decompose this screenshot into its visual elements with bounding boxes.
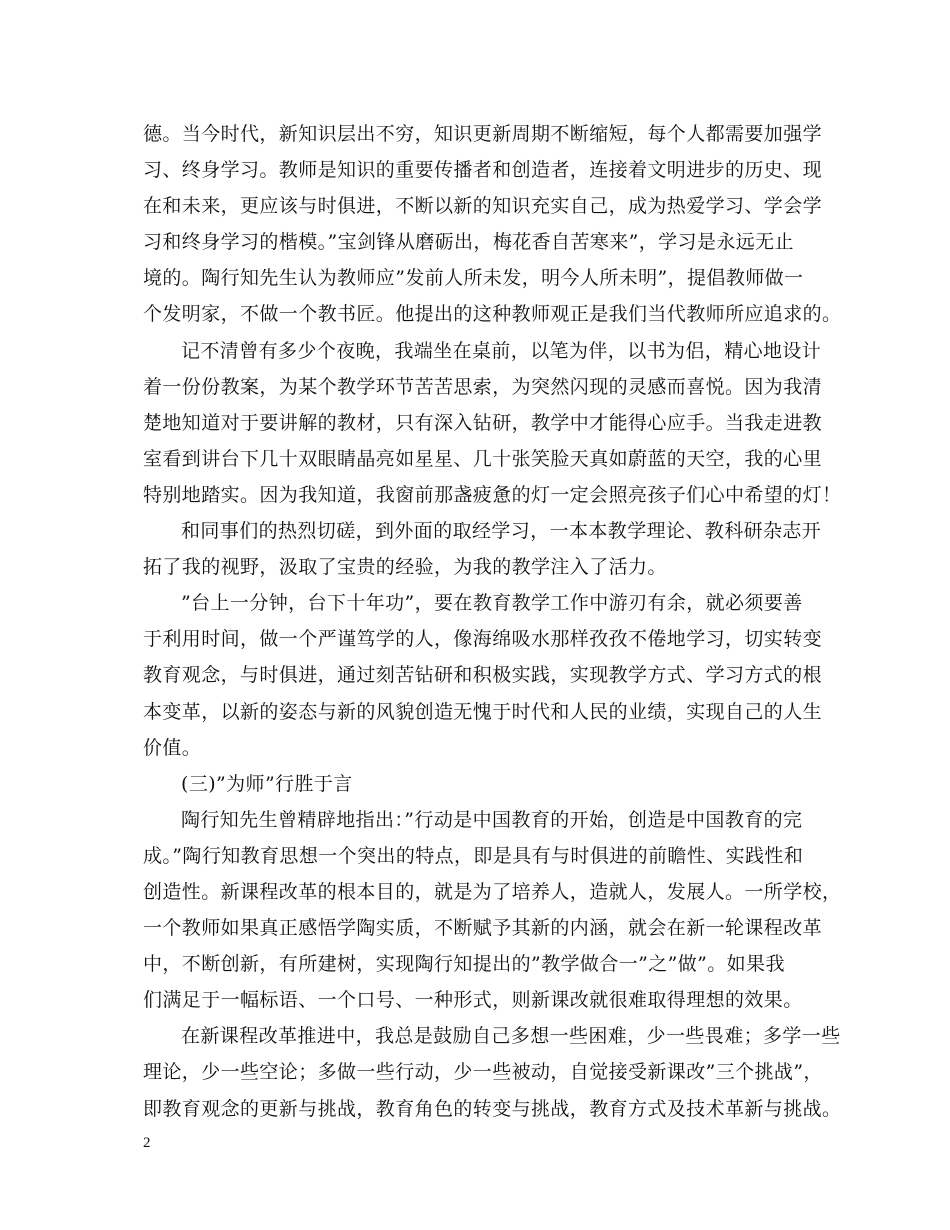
text-line: 习和终身学习的楷模。”宝剑锋从磨砺出，梅花香自苦寒来”，学习是永远无止 [143,231,794,254]
text-line: 着一份份教案，为某个教学环节苦苦思索，为突然闪现的灵感而喜悦。因为我清 [143,375,823,398]
text-line: 教育观念，与时俱进，通过刻苦钻研和积极实践，实现教学方式、学习方式的根 [143,664,823,687]
text-line: 德。当今时代，新知识层出不穷，知识更新周期不断缩短，每个人都需要加强学 [143,123,823,145]
text-line: 们满足于一幅标语、一个口号、一种形式，则新课改就很难取得理想的效果。 [143,989,803,1012]
text-line: 于利用时间，做一个严谨笃学的人，像海绵吸水那样孜孜不倦地学习，切实转变 [143,628,823,651]
text-line: 即教育观念的更新与挑战，教育角色的转变与挑战，教育方式及技术革新与挑战。 [143,1097,842,1120]
paragraph-first-line: 和同事们的热烈切磋，到外面的取经学习，一本本教学理论、教科研杂志开 [181,520,822,543]
text-line: 习、终身学习。教师是知识的重要传播者和创造者，连接着文明进步的历史、现 [143,159,823,182]
text-line: 本变革，以新的姿态与新的风貌创造无愧于时代和人民的业绩，实现自己的人生 [143,700,823,723]
text-line: 拓了我的视野，汲取了宝贵的经验，为我的教学注入了活力。 [143,556,667,579]
page-number: 2 [143,1135,151,1151]
paragraph-first-line: ”台上一分钟，台下十年功”，要在教育教学工作中游刃有余，就必须要善 [181,592,803,615]
text-line: 理论，少一些空论；多做一些行动，少一些被动，自觉接受新课改”三个挑战”， [143,1061,823,1084]
text-line: 创造性。新课程改革的根本目的，就是为了培养人，造就人，发展人。一所学校， [143,880,842,903]
body-text [143,116,842,1127]
paragraph-first-line: 在新课程改革推进中，我总是鼓励自己多想一些困难，少一些畏难；多学一些 [181,1025,841,1048]
text-line: 境的。陶行知先生认为教师应”发前人所未发，明今人所未明”，提倡教师做一 [143,267,804,290]
text-line: 价值。 [143,736,202,759]
text-line: 楚地知道对于要讲解的教材，只有深入钻研，教学中才能得心应手。当我走进教 [143,411,823,434]
paragraph-first-line: 陶行知先生曾精辟地指出：”行动是中国教育的开始，创造是中国教育的完 [181,808,803,831]
section-heading: (三)”为师”行胜于言 [181,772,353,795]
paragraph-first-line: 记不清曾有多少个夜晚，我端坐在桌前，以笔为伴，以书为侣，精心地设计 [181,339,822,362]
text-line: 中，不断创新，有所建树，实现陶行知提出的”教学做合一”之”做”。如果我 [143,953,785,976]
text-line: 特别地踏实。因为我知道，我窗前那盏疲惫的灯一定会照亮孩子们心中希望的灯！ [143,483,842,506]
text-line: 室看到讲台下几十双眼睛晶亮如星星、几十张笑脸天真如蔚蓝的天空，我的心里 [143,447,823,470]
text-line: 一个教师如果真正感悟学陶实质，不断赋予其新的内涵，就会在新一轮课程改革 [143,917,823,940]
text-line: 在和未来，更应该与时俱进，不断以新的知识充实自己，成为热爱学习、学会学 [143,195,823,218]
text-line: 个发明家，不做一个教书匠。他提出的这种教师观正是我们当代教师所应追求的。 [143,303,842,326]
text-line: 成。”陶行知教育思想一个突出的特点，即是具有与时俱进的前瞻性、实践性和 [143,844,804,867]
